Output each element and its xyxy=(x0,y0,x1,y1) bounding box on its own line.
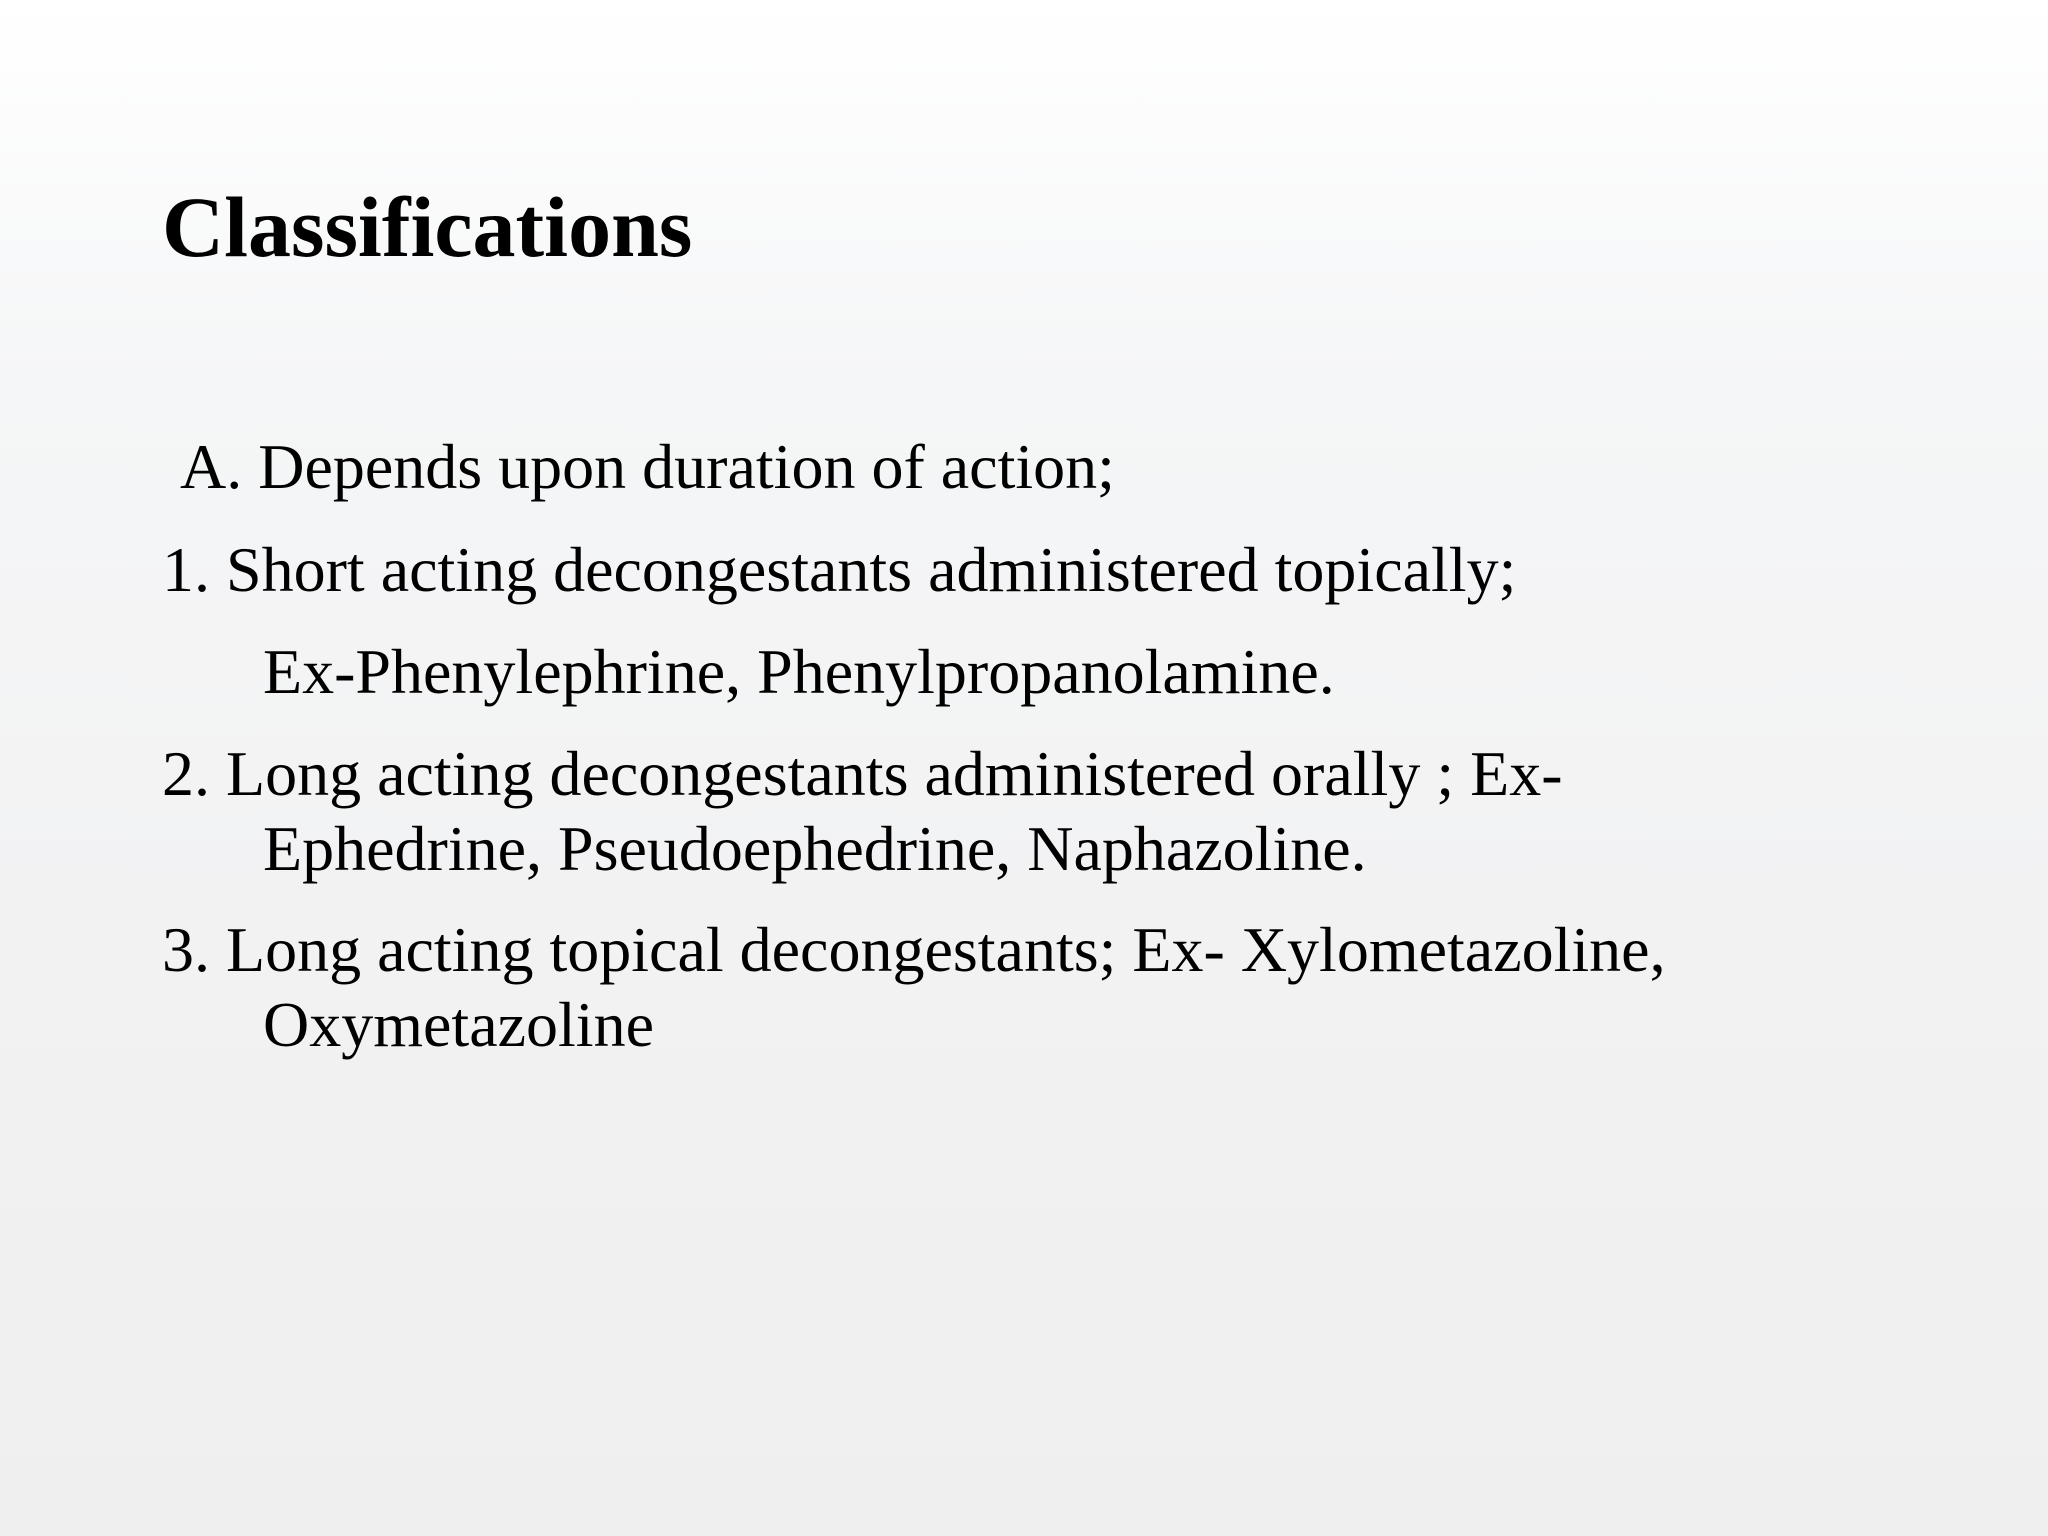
list-item-1-examples: Ex-Phenylephrine, Phenylpropanolamine. xyxy=(263,636,1335,707)
slide-title: Classifications xyxy=(162,179,693,275)
classification-heading: A. Depends upon duration of action; xyxy=(180,431,1115,502)
list-item-1: 1. Short acting decongestants administered topically; xyxy=(162,534,1517,605)
list-item-3-examples: Oxymetazoline xyxy=(263,989,654,1060)
list-item-2-examples: Ephedrine, Pseudoephedrine, Naphazoline. xyxy=(263,813,1367,884)
list-item-2: 2. Long acting decongestants administered orally ; Ex- xyxy=(162,738,1563,809)
list-item-3: 3. Long acting topical decongestants; Ex- Xylometazoline, xyxy=(162,914,1666,985)
